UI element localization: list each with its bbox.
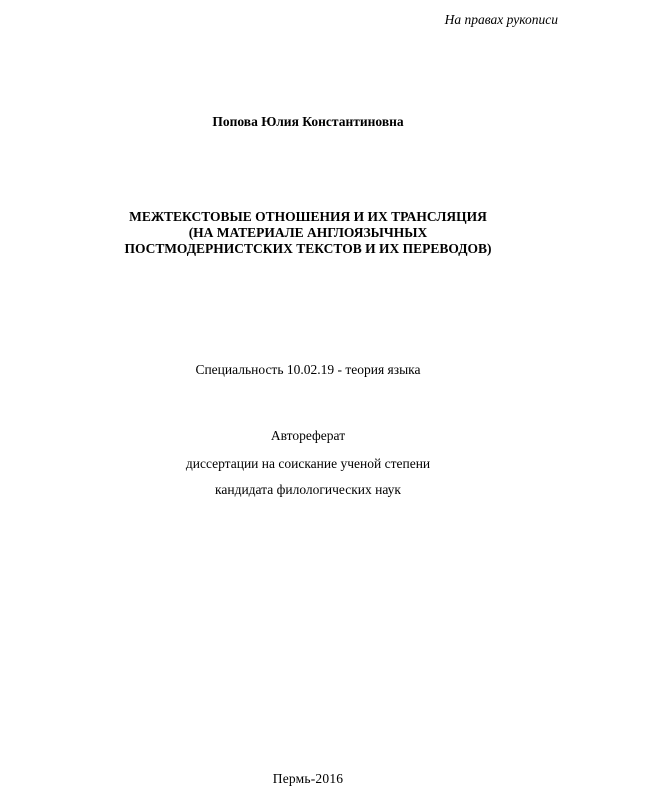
title-line: МЕЖТЕКСТОВЫЕ ОТНОШЕНИЯ И ИХ ТРАНСЛЯЦИЯ xyxy=(129,209,487,224)
specialty-line: Специальность 10.02.19 - теория языка xyxy=(195,362,421,377)
manuscript-rights-stamp: На правах рукописи xyxy=(444,12,558,27)
degree-line-2: кандидата филологических наук xyxy=(215,482,401,497)
abstract-label: Автореферат xyxy=(270,428,346,443)
dissertation-title xyxy=(0,209,616,257)
author-name: Попова Юлия Константиновна xyxy=(212,114,404,129)
place-and-year: Пермь-2016 xyxy=(272,771,344,786)
title-line: (НА МАТЕРИАЛЕ АНГЛОЯЗЫЧНЫХ xyxy=(188,225,428,240)
degree-line-1: диссертации на соискание ученой степени xyxy=(185,456,431,471)
title-line: ПОСТМОДЕРНИСТСКИХ ТЕКСТОВ И ИХ ПЕРЕВОДОВ) xyxy=(124,241,492,256)
